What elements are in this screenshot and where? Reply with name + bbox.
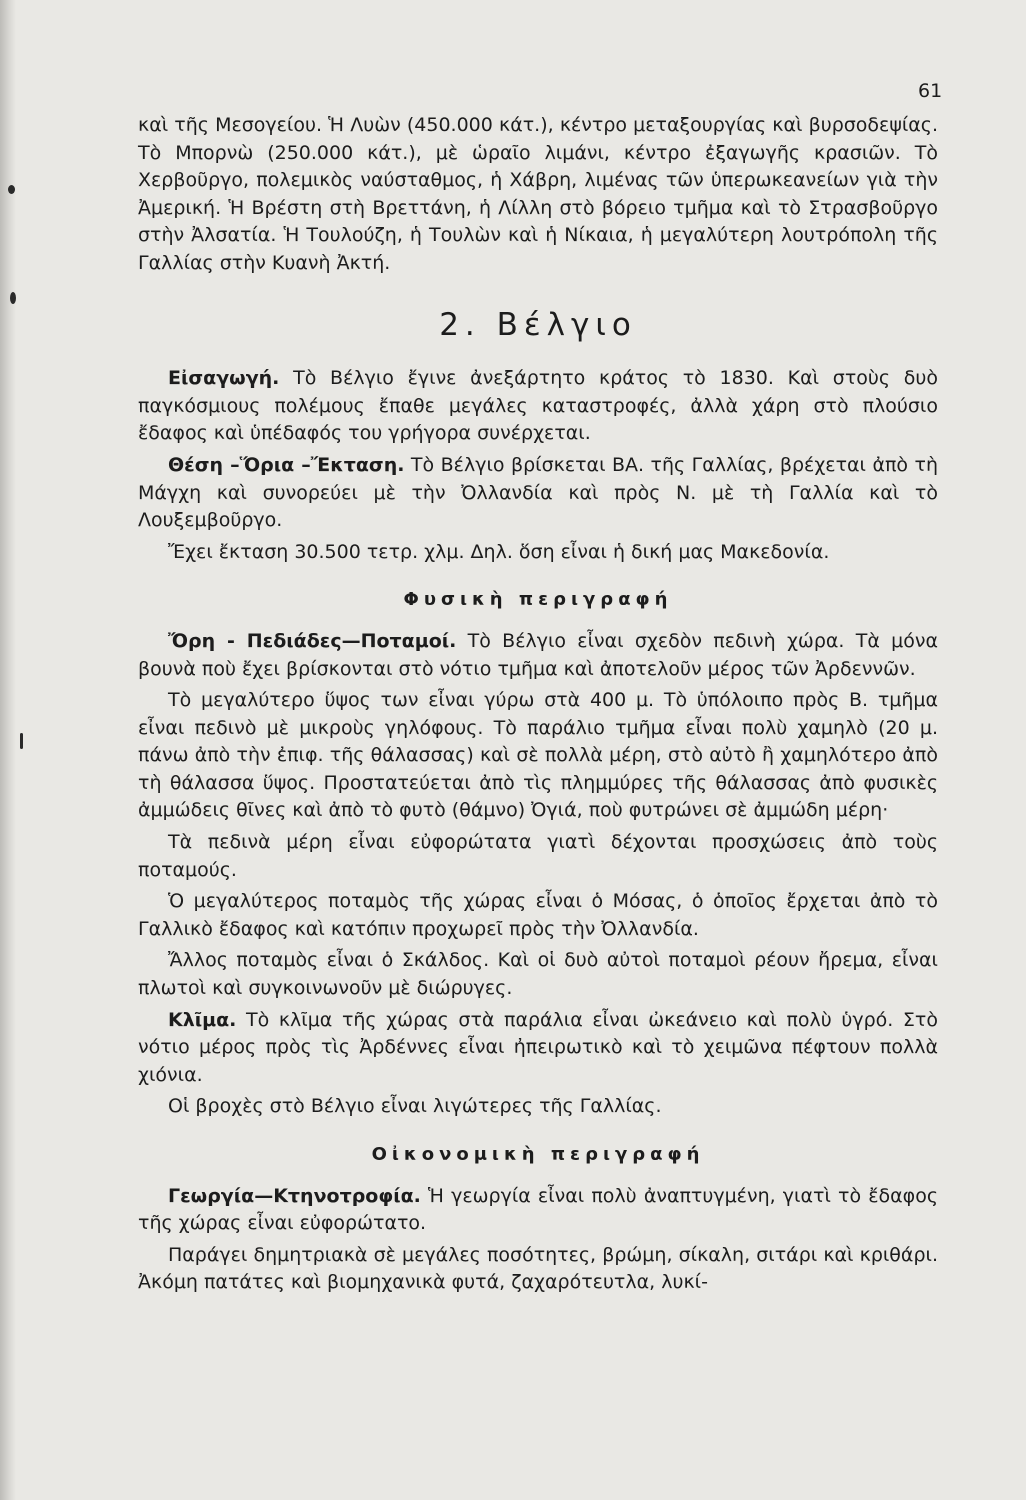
economic-section-heading: Οἰκονομικὴ περιγραφή — [371, 1144, 705, 1165]
position-text: Τὸ Βέλγιο βρίσκεται ΒΑ. τῆς Γαλλίας, βρέχεται ἀπὸ τὴ Μάγχη καὶ συνορεύει μὲ τὴν Ὀλλανδία καὶ πρὸς Ν. μὲ τὴ Γαλλία καὶ τὸ Λουξεμβοῦργο. — [138, 453, 939, 532]
page-body — [138, 112, 938, 1297]
elevation-paragraph: Τὸ μεγαλύτερο ὕψος των εἶναι γύρω στὰ 400 μ. Τὸ ὑπόλοιπο πρὸς Β. τμῆμα εἶναι πεδινὸ μὲ μικροὺς γηλόφους. Τὸ παράλιο τμῆμα εἶναι πολὺ χαμηλὸ (20 μ. πάνω ἀπὸ τὴν ἐπιφ. τῆς θάλασσας) καὶ σὲ πολλὰ μέρη, στὸ αὐτὸ ἢ χαμηλότερο ἀπὸ τὴ θάλασσα ὕψος. Προστατεύεται ἀπὸ τὶς πλημμύρες τῆς θάλασσας ἀπὸ φυσικὲς ἀμμώδεις θῖνες καὶ ἀπὸ τὸ φυτὸ (θάμνο) Ὀγιά, ποὺ φυτρώνει σὲ ἀμμώδη μέρη· — [138, 689, 938, 822]
relief-heading: Ὄρη - Πεδιάδες—Ποταμοί. — [168, 629, 457, 652]
relief-paragraph — [138, 628, 938, 683]
position-paragraph — [138, 452, 938, 535]
climate-text: Τὸ κλῖμα τῆς χώρας στὰ παράλια εἶναι ὠκεάνειο καὶ πολὺ ὑγρό. Στὸ νότιο μέρος πρὸς τὶς Ἀρδέννες εἶναι ἠπειρωτικὸ καὶ τὸ χειμῶνα πέφτουν πολλὰ χιόνια. — [138, 1008, 938, 1086]
chapter-title: 2. Βέλγιο — [439, 306, 637, 343]
climate-paragraph — [138, 1007, 938, 1090]
ink-speck — [10, 292, 16, 304]
physical-section-heading: Φυσικὴ περιγραφή — [403, 589, 673, 611]
scheldt-paragraph: Ἄλλος ποταμὸς εἶναι ὁ Σκάλδος. Καὶ οἱ δυὸ αὐτοὶ ποταμοὶ ρέουν ἤρεμα, εἶναι πλωτοὶ καὶ συγκοινωνοῦν μὲ διώρυγες. — [138, 949, 938, 1000]
area-paragraph: Ἔχει ἔκταση 30.500 τετρ. χλμ. Δηλ. ὅση εἶναι ἡ δική μας Μακεδονία. — [168, 540, 830, 563]
produce-paragraph: Παράγει δημητριακὰ σὲ μεγάλες ποσότητες, βρώμη, σίκαλη, σιτάρι καὶ κριθάρι. Ἀκόμη πατάτες καὶ βιομηχανικὰ φυτά, ζαχαρότευτλα, λυκί- — [138, 1243, 938, 1294]
page-number: 61 — [918, 80, 943, 102]
position-heading: Θέση –Ὅρια –Ἔκταση. — [168, 453, 405, 476]
introduction-paragraph — [138, 365, 938, 448]
page-edge — [0, 0, 16, 1500]
relief-text: Τὸ Βέλγιο εἶναι σχεδὸν πεδινὴ χώρα. Τὰ μόνα βουνὰ ποὺ ἔχει βρίσκονται στὸ νότιο τμῆμα καὶ ἀποτελοῦν μέρος τῶν Ἀρδεννῶν. — [138, 629, 938, 680]
introduction-heading: Εἰσαγωγή. — [168, 367, 280, 390]
introduction-text: Τὸ Βέλγιο ἔγινε ἀνεξάρτητο κράτος τὸ 1830. Καὶ στοὺς δυὸ παγκόσμιους πολέμους ἔπαθε μεγάλες καταστροφές, ἀλλὰ χάρη στὸ πλούσιο ἔδαφος καὶ ὑπέδαφός του γρήγορα συνέρχεται. — [138, 367, 938, 445]
ink-speck — [20, 733, 23, 749]
meuse-paragraph: Ὁ μεγαλύτερος ποταμὸς τῆς χώρας εἶναι ὁ Μόσας, ὁ ὁποῖος ἔρχεται ἀπὸ τὸ Γαλλικὸ ἔδαφος καὶ κατόπιν προχωρεῖ πρὸς τὴν Ὀλλανδία. — [138, 890, 938, 940]
climate-heading: Κλῖμα. — [168, 1008, 237, 1031]
agriculture-paragraph — [138, 1183, 938, 1238]
rainfall-paragraph: Οἱ βροχὲς στὸ Βέλγιο εἶναι λιγώτερες τῆς Γαλλίας. — [168, 1095, 662, 1118]
agriculture-heading: Γεωργία—Κτηνοτροφία. — [168, 1184, 421, 1207]
plains-paragraph: Τὰ πεδινὰ μέρη εἶναι εὐφορώτατα γιατὶ δέχονται προσχώσεις ἀπὸ τοὺς ποταμούς. — [138, 831, 938, 881]
intro-paragraph: καὶ τῆς Μεσογείου. Ἡ Λυὼν (450.000 κάτ.), κέντρο μεταξουργίας καὶ βυρσοδεψίας. Τὸ Μπορνὼ (250.000 κάτ.), μὲ ὡραῖο λιμάνι, κέντρο ἐξαγωγῆς κρασιῶν. Τὸ Χερβοῦργο, πολεμικὸς ναύσταθμος, ἡ Χάβρη, λιμένας τῶν ὑπερωκεανείων γιὰ τὴν Ἀμερική. Ἡ Βρέστη στὴ Βρεττάνη, ἡ Λίλλη στὸ βόρειο τμῆμα καὶ τὸ Στρασβοῦργο στὴν Ἀλσατία. Ἡ Τουλούζη, ἡ Τουλὼν καὶ ἡ Νίκαια, ἡ μεγαλύτερη λουτρόπολη τῆς Γαλλίας στὴν Κυανὴ Ἀκτή. — [138, 114, 938, 274]
agriculture-text: Ἡ γεωργία εἶναι πολὺ ἀναπτυγμένη, γιατὶ τὸ ἔδαφος τῆς χώρας εἶναι εὐφορώτατο. — [138, 1184, 938, 1235]
ink-speck — [8, 185, 15, 194]
